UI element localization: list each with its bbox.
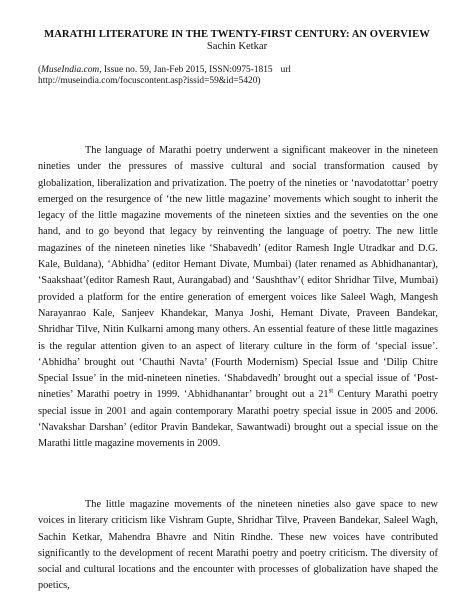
body-paragraph-1 bbox=[38, 143, 438, 453]
citation-block bbox=[38, 65, 448, 87]
paragraph-1-text-part-2: Century Marathi poetry special issue in 2001 and again contemporary Marathi poetry special issue in 2005 and 2006. ‘Navakshar Darshan’ (editor Pravin Bandekar, Sawantwadi) brought out a special issue on the Marathi little magazine movements in 2009. bbox=[38, 389, 438, 450]
citation-issue-details: , Issue no. 59, Jan-Feb 2015, ISSN:0975-1815 bbox=[99, 65, 273, 75]
body-paragraph-2: The little magazine movements of the nineteen nineties also gave space to new voices in literary criticism like Vishram Gupte, Shridhar Tilve, Praveen Bandekar, Saleel Wagh, Sachin Ketkar, Mahendra Bhavre and Nitin Rindhe. These new voices have contributed significantly to the development of recent Marathi poetry and poetry criticism. The diversity of social and cultural locations and the encounter with processes of globalization have shaped the poetics, bbox=[38, 499, 438, 592]
paragraph-1-text-part-1: The language of Marathi poetry underwent a significant makeover in the nineteen nineties under the pressures of massive cultural and social transformation caused by globalization, liberalization and privatization. The poetry of the nineties or ‘navodatottar’ poetry emerged on the resurgence of ‘the new little magazine’ movements which sought to inherit the legacy of the little magazine movements of the nineteen sixties and the seventies on the one hand, and to go beyond that legacy by reinventing the language of poetry. The new little magazines of the nineteen nineties like ‘Shabavedh’ (editor Ramesh Ingle Utradkar and D.G. Kale, Buldana), ‘Abhidha’ (editor Hemant Divate, Mumbai) (later renamed as Abhidhanantar), ‘Saakshaat’(editor Ramesh Raut, Aurangabad) and ‘Saushthav’( editor Shridhar Tilve, Mumbai) provided a platform for the entire generation of emergent voices like Saleel Wagh, Mangesh Narayanrao Kale, Sanjeev Khandekar, Manya Joshi, Hemant Divate, Praveen Bandekar, Shridhar Tilve, Nitin Kulkarni among many others. An essential feature of these little magazines is the regular attention given to an aspect of literary culture in the form of ‘special issue’. ‘Abhidha’ brought out ‘Chauthi Navta’ (Fourth Modernism) Special Issue and ‘Dilip Chitre Special Issue’ in the mid-nineteen nineties. ‘Shabdavedh’ brought out a special issue of ‘Post-nineties’ Marathi poetry in 1999. ‘Abhidhanantar’ brought out a 21 bbox=[38, 145, 438, 401]
document-title: MARATHI LITERATURE IN THE TWENTY-FIRST CENTURY: AN OVERVIEW bbox=[44, 29, 430, 40]
citation-url[interactable]: http://museindia.com/focuscontent.asp?issid=59&id=5420) bbox=[38, 76, 261, 86]
citation-line-1: (MuseIndia.com, Issue no. 59, Jan-Feb 2015, ISSN:0975-1815 url bbox=[38, 65, 292, 75]
citation-url-label: url bbox=[280, 65, 292, 75]
author-name: Sachin Ketkar bbox=[206, 41, 268, 52]
ordinal-superscript: st bbox=[328, 387, 334, 396]
citation-source: MuseIndia.com bbox=[41, 65, 100, 75]
